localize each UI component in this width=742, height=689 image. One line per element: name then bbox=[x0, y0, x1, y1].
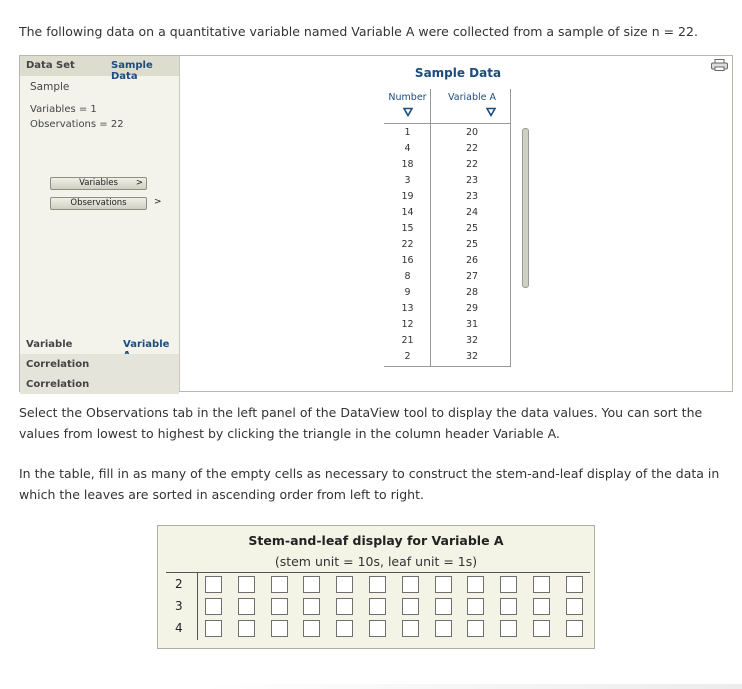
leaf-input[interactable] bbox=[271, 620, 288, 637]
cell-number: 16 bbox=[401, 255, 414, 266]
cell-variable-a: 27 bbox=[465, 271, 479, 282]
leaf-input[interactable] bbox=[435, 576, 452, 593]
leaf-input[interactable] bbox=[369, 620, 386, 637]
leaf-input[interactable] bbox=[369, 598, 386, 615]
cell-number: 15 bbox=[401, 223, 414, 234]
correlation-row[interactable] bbox=[20, 354, 179, 374]
stem-leaf-title: Stem-and-leaf display for Variable A bbox=[248, 533, 504, 548]
cell-number: 19 bbox=[401, 191, 414, 202]
leaf-input[interactable] bbox=[205, 576, 222, 593]
correlation-row[interactable] bbox=[20, 374, 179, 394]
cell-variable-a: 20 bbox=[465, 127, 479, 138]
stem-value: 2 bbox=[175, 577, 183, 591]
data-set-label: Data Set bbox=[26, 60, 75, 71]
cell-variable-a: 23 bbox=[465, 191, 479, 202]
correlation-label: Correlation bbox=[26, 379, 90, 390]
cell-number: 21 bbox=[401, 335, 414, 346]
stem-value: 4 bbox=[175, 621, 183, 635]
table-column-divider bbox=[430, 89, 431, 366]
intro-text: The following data on a quantitative variable named Variable A were collected from a sample of size n = 22. bbox=[19, 24, 698, 39]
leaf-input[interactable] bbox=[500, 576, 517, 593]
cell-variable-a: 31 bbox=[465, 319, 479, 330]
leaf-input[interactable] bbox=[205, 620, 222, 637]
stem-leaf-divider bbox=[197, 572, 198, 640]
leaf-input[interactable] bbox=[303, 576, 320, 593]
leaf-input[interactable] bbox=[467, 620, 484, 637]
cell-number: 12 bbox=[401, 319, 414, 330]
leaf-input[interactable] bbox=[238, 576, 255, 593]
cell-variable-a: 25 bbox=[465, 223, 479, 234]
leaf-input[interactable] bbox=[303, 620, 320, 637]
cell-variable-a: 23 bbox=[465, 175, 479, 186]
col-header-number: Number bbox=[388, 92, 427, 103]
cell-number: 1 bbox=[404, 127, 411, 138]
leaf-input[interactable] bbox=[435, 620, 452, 637]
cell-number: 8 bbox=[404, 271, 411, 282]
leaf-input[interactable] bbox=[435, 598, 452, 615]
leaf-input[interactable] bbox=[566, 620, 583, 637]
observations-tab-label: Observations bbox=[70, 198, 127, 208]
cell-number: 22 bbox=[401, 239, 414, 250]
col-header-variable-a: Variable A bbox=[448, 92, 496, 103]
cell-number: 3 bbox=[404, 175, 411, 186]
leaf-input[interactable] bbox=[402, 620, 419, 637]
instructions-paragraph: Select the Observations tab in the left panel of the DataView tool to display the data values. You can sort the values from lowest to highest by clicking the triangle in the column header Variable A. bbox=[19, 405, 703, 441]
leaf-input[interactable] bbox=[467, 576, 484, 593]
leaf-input[interactable] bbox=[402, 598, 419, 615]
cell-variable-a: 28 bbox=[465, 287, 479, 298]
leaf-input[interactable] bbox=[500, 620, 517, 637]
leaf-input[interactable] bbox=[566, 598, 583, 615]
observations-tab[interactable] bbox=[50, 197, 147, 210]
leaf-input[interactable] bbox=[205, 598, 222, 615]
dataview-tool bbox=[19, 55, 733, 392]
cell-number: 18 bbox=[401, 159, 414, 170]
chevron-right-icon: > bbox=[135, 178, 143, 188]
cell-number: 4 bbox=[404, 143, 411, 154]
stem-and-leaf-table bbox=[157, 525, 595, 649]
leaf-input[interactable] bbox=[336, 576, 353, 593]
data-set-value: Sample Data bbox=[111, 60, 153, 82]
variables-tab-label: Variables bbox=[79, 178, 118, 188]
table-bottom-divider bbox=[384, 366, 511, 367]
leaf-input[interactable] bbox=[271, 576, 288, 593]
cell-variable-a: 26 bbox=[465, 255, 479, 266]
leaf-input[interactable] bbox=[271, 598, 288, 615]
variable-row[interactable] bbox=[20, 334, 179, 354]
stem-leaf-subtitle: (stem unit = 10s, leaf unit = 1s) bbox=[274, 554, 478, 569]
leaf-input[interactable] bbox=[238, 620, 255, 637]
cell-variable-a: 24 bbox=[465, 207, 479, 218]
leaf-input[interactable] bbox=[566, 576, 583, 593]
leaf-input[interactable] bbox=[369, 576, 386, 593]
printer-icon[interactable] bbox=[711, 59, 728, 71]
variable-label: Variable bbox=[26, 339, 73, 350]
stem-value: 3 bbox=[175, 599, 183, 613]
leaf-input[interactable] bbox=[533, 620, 550, 637]
cell-variable-a: 32 bbox=[465, 335, 479, 346]
page-fade bbox=[200, 684, 742, 689]
leaf-input[interactable] bbox=[336, 598, 353, 615]
sort-triangle-icon[interactable] bbox=[403, 107, 413, 117]
leaf-input[interactable] bbox=[533, 598, 550, 615]
variable-value: Variable bbox=[123, 339, 170, 350]
data-set-header bbox=[20, 56, 179, 82]
cell-number: 14 bbox=[401, 207, 414, 218]
table-header-divider bbox=[384, 123, 511, 124]
observations-count: Observations = 22 bbox=[30, 119, 124, 130]
leaf-input[interactable] bbox=[303, 598, 320, 615]
chevron-right-icon: > bbox=[154, 197, 162, 207]
leaf-input[interactable] bbox=[500, 598, 517, 615]
leaf-input[interactable] bbox=[336, 620, 353, 637]
stem-leaf-divider bbox=[166, 572, 590, 573]
cell-variable-a: 22 bbox=[465, 159, 479, 170]
sort-triangle-icon[interactable] bbox=[486, 107, 496, 117]
cell-number: 2 bbox=[404, 351, 411, 362]
sample-label: Sample bbox=[30, 81, 70, 93]
instructions-paragraph: In the table, fill in as many of the empty cells as necessary to construct the stem-and-leaf display of the data in which the leaves are sorted in ascending order from left to right. bbox=[19, 466, 720, 502]
table-scrollbar[interactable] bbox=[522, 128, 529, 288]
data-table-title: Sample Data bbox=[414, 66, 502, 80]
cell-variable-a: 25 bbox=[465, 239, 479, 250]
cell-variable-a: 32 bbox=[465, 351, 479, 362]
leaf-input[interactable] bbox=[402, 576, 419, 593]
variables-count: Variables = 1 bbox=[30, 104, 97, 115]
dataview-left-panel bbox=[20, 56, 180, 391]
cell-number: 13 bbox=[401, 303, 414, 314]
cell-number: 9 bbox=[404, 287, 411, 298]
leaf-input[interactable] bbox=[467, 598, 484, 615]
leaf-input[interactable] bbox=[533, 576, 550, 593]
leaf-input[interactable] bbox=[238, 598, 255, 615]
variables-tab[interactable] bbox=[50, 177, 147, 190]
cell-variable-a: 29 bbox=[465, 303, 479, 314]
cell-variable-a: 22 bbox=[465, 143, 479, 154]
correlation-label: Correlation bbox=[26, 359, 90, 370]
